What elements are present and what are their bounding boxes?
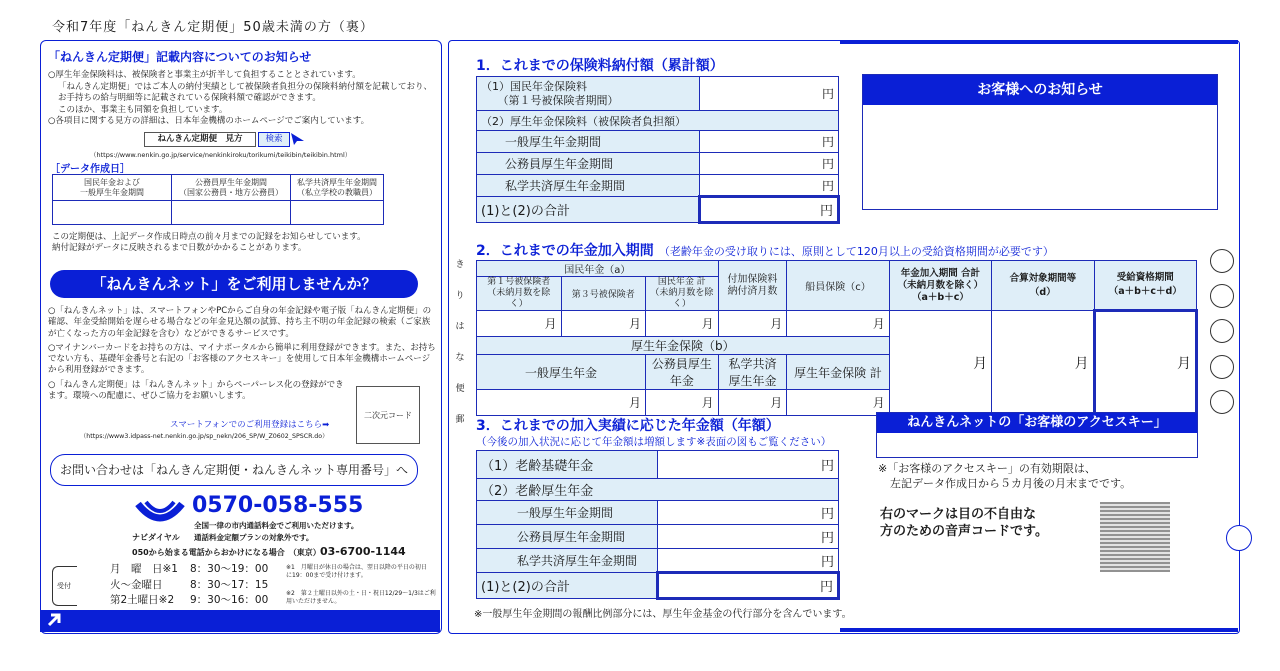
access-key-box bbox=[876, 412, 1198, 458]
b-col-4: 厚生年金保険 計 bbox=[787, 355, 889, 390]
sec1-sub-1-unit: 円 bbox=[700, 131, 839, 153]
date-col-2: 公務員厚生年金期間 （国家公務員・地方公務員） bbox=[172, 175, 291, 201]
k-col-2: 第３号被保険者 bbox=[561, 277, 645, 311]
hours-day: 月 曜 日※1 bbox=[110, 563, 178, 575]
sec1-title: 1．これまでの保険料納付額（累計額） bbox=[476, 58, 724, 74]
hours-note-1: ※1 月曜日が休日の場合は、翌日以降の平日の初日に19：00まで受け付けます。 bbox=[286, 564, 427, 579]
access-key-title: ねんきんネットの「お客様のアクセスキー」 bbox=[877, 413, 1197, 433]
kokumin-total-months: 月 bbox=[646, 311, 719, 337]
hours-row bbox=[110, 562, 268, 578]
hours-day: 第2土曜日※2 bbox=[110, 594, 175, 606]
navi-label: ナビダイヤル bbox=[132, 533, 180, 542]
search-box[interactable]: ねんきん定期便 見方 bbox=[144, 132, 256, 147]
sec3-sub-2-unit: 円 bbox=[658, 525, 839, 549]
date-note: この定期便は、上記データ作成日時点の前々月までの記録をお知らせしています。 納付記録がデータに反映されるまで日数がかかることがあります。 bbox=[52, 232, 366, 253]
net-p2: ○マイナンバーカードをお持ちの方は、マイナポータルから簡単に利用登録ができます。また、お持ちでない方も、基礎年金番号と右記の「お客様のアクセスキー」を使用して日本年金機構ホームページから利用登録ができます。 bbox=[48, 342, 436, 376]
url-2[interactable]: （https://www3.idpass-net.nenkin.go.jp/sp_nekn/206_SP/W_Z0602_SPSCR.do） bbox=[80, 433, 329, 440]
notice-p1: ○厚生年金保険料は、被保険者と事業主が折半して負担することとされています。 bbox=[48, 70, 361, 80]
sec1-sub-2-unit: 円 bbox=[700, 153, 839, 175]
target-col-header: 合算対象期間等 （d） bbox=[992, 261, 1094, 311]
hours-row bbox=[110, 578, 268, 594]
sec2-title: 2．これまでの年金加入期間 bbox=[476, 243, 654, 259]
b2-months: 月 bbox=[646, 390, 719, 416]
access-note-2: 左記データ作成日から５カ月後の月末までです。 bbox=[890, 477, 1132, 490]
b-col-3: 私学共済厚生年金 bbox=[718, 355, 787, 390]
k-col-3: 国民年金 計 （未納月数を除く） bbox=[646, 277, 719, 311]
hours-note-2: ※2 第２土曜日以外の土・日・祝日12/29〜1/3はご利用いただけません。 bbox=[286, 590, 436, 605]
footer-bar bbox=[40, 610, 440, 632]
arrow-up-right-icon bbox=[46, 612, 62, 628]
side-char: な bbox=[455, 353, 465, 363]
customer-notice-title: お客様へのお知らせ bbox=[863, 75, 1217, 105]
notice-title: 「ねんきん定期便」記載内容についてのお知らせ bbox=[48, 50, 312, 64]
sec3-sub-3: 私学共済厚生年金期間 bbox=[477, 549, 658, 573]
voice-code-text-2: 方のための音声コードです。 bbox=[880, 524, 1048, 539]
hours-time: 8：30〜17：15 bbox=[190, 578, 269, 591]
hours-day: 火〜金曜日 bbox=[110, 578, 163, 591]
k-col-1: 第１号被保険者 （未納月数を除く） bbox=[477, 277, 562, 311]
sec2-table bbox=[476, 260, 1198, 417]
date-value-3 bbox=[291, 201, 384, 225]
phone-note-2: 通話料金定額プランの対象外です。 bbox=[194, 533, 314, 542]
side-char: き bbox=[455, 260, 465, 270]
data-date-table bbox=[52, 174, 384, 225]
voice-code-icon bbox=[1100, 502, 1170, 572]
voice-code-text-1: 右のマークは目の不自由な bbox=[880, 507, 1037, 522]
phone-main[interactable]: 0570-058-555 bbox=[192, 493, 364, 518]
punch-notch bbox=[1226, 525, 1252, 551]
alt-phone[interactable]: 03-6700-1144 bbox=[320, 545, 406, 558]
side-char: は bbox=[455, 322, 465, 332]
side-char: 便 bbox=[455, 384, 465, 394]
contact-pill: お問い合わせは「ねんきん定期便・ねんきんネット専用番号」へ bbox=[50, 454, 418, 486]
notice-text bbox=[48, 70, 436, 128]
sec1-row2-label: （2）厚生年金保険料（被保険者負担額） bbox=[477, 111, 839, 131]
sec1-table bbox=[476, 76, 840, 224]
kokumin-header: 国民年金（a） bbox=[477, 261, 719, 277]
sec3-note: （今後の加入状況に応じて年金額は増額します※表面の図もご覧ください） bbox=[476, 436, 832, 448]
date-col-1: 国民年金および 一般厚生年金期間 bbox=[53, 175, 172, 201]
sec3-row1-label: （1）老齢基礎年金 bbox=[477, 451, 658, 479]
senin-months: 月 bbox=[787, 311, 889, 337]
hours-list bbox=[110, 562, 268, 609]
side-char: り bbox=[455, 291, 465, 301]
date-col-3: 私学共済厚生年金期間 （私立学校の教職員） bbox=[291, 175, 384, 201]
b3-months: 月 bbox=[718, 390, 787, 416]
target-months: 月 bbox=[992, 311, 1094, 416]
fuka-header: 付加保険料 納付済月数 bbox=[718, 261, 787, 311]
sec3-row1-unit: 円 bbox=[658, 451, 839, 479]
sec1-row1-label: （1）国民年金保険料 （第１号被保険者期間） bbox=[477, 77, 700, 111]
total-months: 月 bbox=[889, 311, 991, 416]
sec3-table bbox=[476, 450, 840, 600]
phone-note-1: 全国一律の市内通話料金でご利用いただけます。 bbox=[194, 521, 359, 530]
punch-circle bbox=[1210, 249, 1234, 273]
fuka-months: 月 bbox=[718, 311, 787, 337]
cursor-icon bbox=[290, 132, 306, 146]
sec2-heading bbox=[476, 240, 1054, 260]
k1-months: 月 bbox=[477, 311, 562, 337]
date-value-1 bbox=[53, 201, 172, 225]
punch-circle bbox=[1210, 284, 1234, 308]
alt-phone-label: 050から始まる電話からおかけになる場合 （東京） bbox=[132, 548, 321, 557]
sec3-row2-label: （2）老齢厚生年金 bbox=[477, 479, 839, 501]
senin-header: 船員保険（c） bbox=[787, 261, 889, 311]
data-date-title: ［データ作成日］ bbox=[50, 164, 130, 175]
sec3-sub-1-unit: 円 bbox=[658, 501, 839, 525]
sec1-sub-3-unit: 円 bbox=[700, 175, 839, 197]
sec1-sub-3: 私学共済厚生年金期間 bbox=[477, 175, 700, 197]
hours-time: 9：30〜16：00 bbox=[190, 594, 269, 606]
url-1[interactable]: （https://www.nenkin.go.jp/service/nenkinkiroku/torikumi/teikibin/teikibin.html） bbox=[90, 151, 352, 159]
sec3-sub-1: 一般厚生年金期間 bbox=[477, 501, 658, 525]
sec1-total-unit: 円 bbox=[700, 197, 839, 223]
sec1-sub-1: 一般厚生年金期間 bbox=[477, 131, 700, 153]
total-col-header: 年金加入期間 合計 （未納月数を除く） （a＋b＋c） bbox=[889, 261, 991, 311]
doc-title: 令和7年度「ねんきん定期便」50歳未満の方（裏） bbox=[52, 20, 374, 35]
kounen-header: 厚生年金保険（b） bbox=[477, 337, 890, 355]
sec1-total-label: (1)と(2)の合計 bbox=[477, 197, 700, 223]
b1-months: 月 bbox=[477, 390, 646, 416]
top-stripe bbox=[840, 40, 1238, 44]
smartphone-link[interactable]: スマートフォンでのご利用登録はこちら➡ bbox=[170, 420, 330, 430]
notice-p4: ○各項目に関する見方の詳細は、日本年金機構のホームページでご案内しています。 bbox=[48, 116, 370, 126]
b-col-1: 一般厚生年金 bbox=[477, 355, 646, 390]
qual-months: 月 bbox=[1094, 311, 1196, 416]
sec3-total-unit: 円 bbox=[658, 573, 839, 599]
qr-code-box: 二次元コード bbox=[356, 386, 420, 444]
notice-p2: 「ねんきん定期便」ではご本人の納付実績として被保険者負担分の保険料納付額を記載しており、お手持ちの給与明細等に記載されている保険料額で確認ができます。 bbox=[58, 81, 433, 103]
side-text bbox=[454, 250, 466, 436]
hours-time: 8：30〜19：00 bbox=[190, 563, 269, 575]
punch-circle bbox=[1210, 319, 1234, 343]
sec2-note: （老齢年金の受け取りには、原則として120月以上の受給資格期間が必要です） bbox=[658, 245, 1054, 258]
b-total-months: 月 bbox=[787, 390, 889, 416]
sec1-row1-unit: 円 bbox=[700, 77, 839, 111]
hours-row bbox=[110, 593, 268, 609]
navi-dial-logo-icon bbox=[134, 498, 186, 532]
side-char: 郵 bbox=[455, 415, 465, 425]
notice-p3: このほか、事業主も同額を負担しています。 bbox=[58, 104, 228, 115]
access-note-1: ※「お客様のアクセスキー」の有効期限は、 bbox=[878, 462, 1096, 475]
punch-circle bbox=[1210, 355, 1234, 379]
customer-notice-box bbox=[862, 74, 1218, 210]
qual-col-header: 受給資格期間 （a＋b＋c＋d） bbox=[1094, 261, 1196, 311]
net-p3: ○「ねんきん定期便」は「ねんきんネット」からペーパーレス化の登録ができます。環境への配慮に、ぜひご協力をお願いします。 bbox=[48, 379, 344, 402]
sec3-sub-2: 公務員厚生年金期間 bbox=[477, 525, 658, 549]
bottom-stripe bbox=[840, 628, 1238, 632]
sec3-sub-3-unit: 円 bbox=[658, 549, 839, 573]
sec1-sub-2: 公務員厚生年金期間 bbox=[477, 153, 700, 175]
k3-months: 月 bbox=[561, 311, 645, 337]
sec3-footnote: ※一般厚生年金期間の報酬比例部分には、厚生年金基金の代行部分を含んでいます。 bbox=[474, 609, 852, 620]
search-button[interactable]: 検索 bbox=[258, 132, 290, 147]
net-banner: 「ねんきんネット」をご利用しませんか？ bbox=[50, 270, 418, 298]
date-value-2 bbox=[172, 201, 291, 225]
sec3-total-label: (1)と(2)の合計 bbox=[477, 573, 658, 599]
net-p1: ○「ねんきんネット」は、スマートフォンやPCからご自身の年金記録や電子版「ねんきん定期便」の確認、年金受給開始を遅らせる場合などの年金見込額の試算、持ち主不明の年金記録の検索（ご家族が亡くなった方の年金記録を含む）などができるサービスです。 bbox=[48, 306, 432, 339]
b-col-2: 公務員厚生年金 bbox=[646, 355, 719, 390]
hours-label: 受付 bbox=[52, 566, 77, 606]
sec3-title: 3．これまでの加入実績に応じた年金額（年額） bbox=[476, 418, 780, 434]
punch-circle bbox=[1210, 390, 1234, 414]
